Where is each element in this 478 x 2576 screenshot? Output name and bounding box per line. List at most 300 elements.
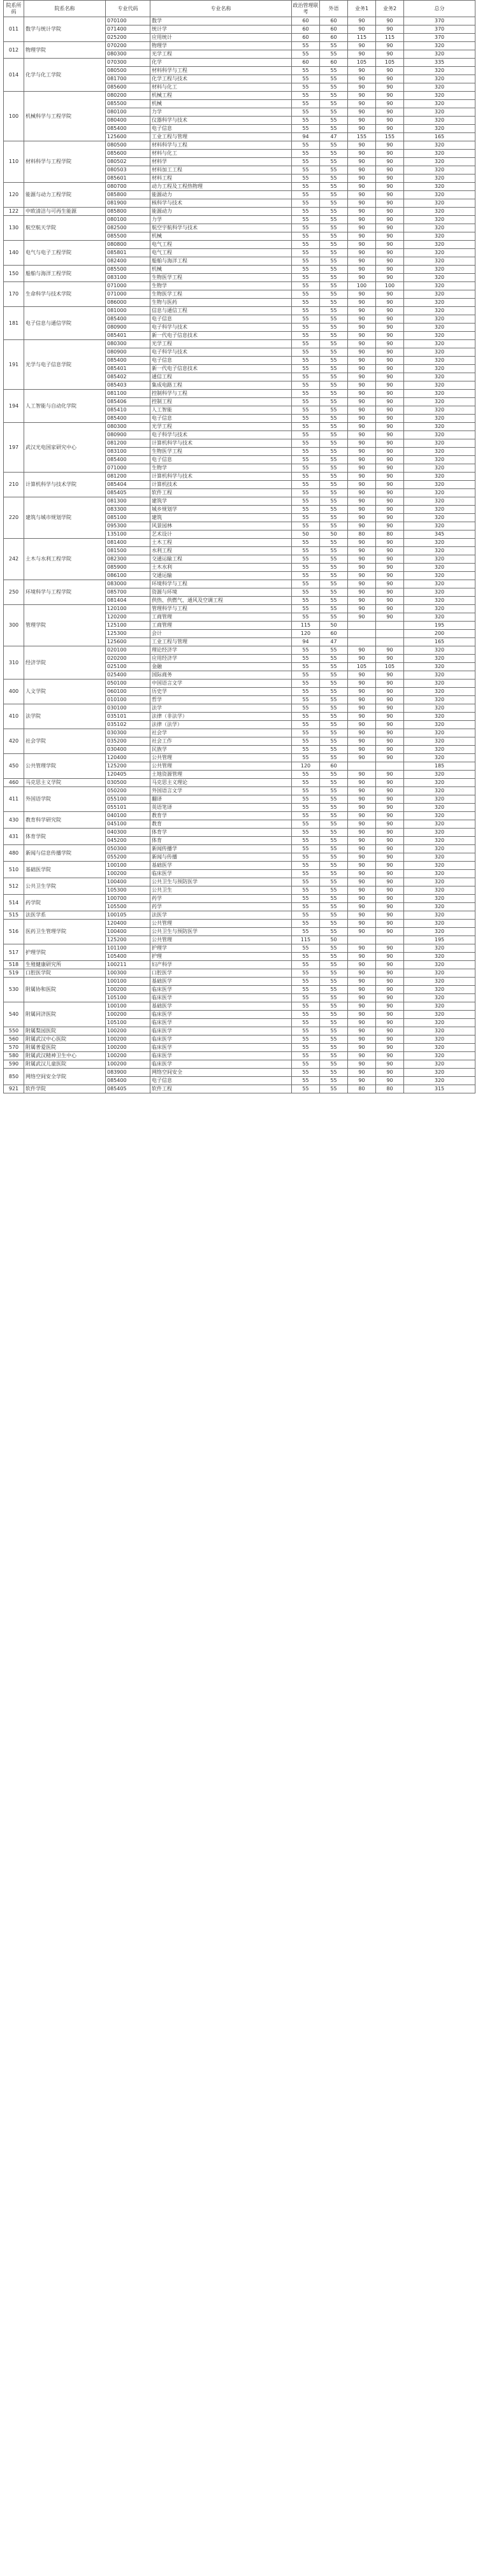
dept-name-cell: 能源与动力工程学院 [24,183,106,208]
major-code-cell: 083900 [106,1069,150,1077]
major-code-cell: 030300 [106,729,150,737]
politics-score-cell: 55 [292,1060,320,1069]
major-code-cell: 035102 [106,721,150,729]
total-score-cell: 320 [404,588,475,597]
foreign-lang-score-cell: 55 [320,183,348,191]
total-score-cell: 320 [404,555,475,564]
foreign-lang-score-cell: 55 [320,978,348,986]
politics-score-cell: 55 [292,820,320,829]
foreign-lang-score-cell: 55 [320,969,348,978]
major-name-cell: 软件工程 [150,489,292,497]
major-code-cell: 085405 [106,489,150,497]
subject1-score-cell: 90 [348,862,376,870]
major-code-cell: 083300 [106,506,150,514]
total-score-cell: 320 [404,67,475,75]
politics-score-cell: 55 [292,1069,320,1077]
total-score-cell: 345 [404,530,475,539]
politics-score-cell: 55 [292,779,320,787]
foreign-lang-score-cell: 55 [320,497,348,506]
header-row [4,1,475,17]
politics-score-cell: 55 [292,514,320,522]
subject1-score-cell: 90 [348,315,376,324]
major-name-cell: 妇产科学 [150,961,292,969]
subject2-score-cell: 90 [376,1077,404,1085]
major-name-cell: 临床医学 [150,1035,292,1044]
major-code-cell: 080900 [106,324,150,332]
subject1-score-cell: 155 [348,133,376,141]
total-score-cell: 320 [404,481,475,489]
politics-score-cell: 55 [292,315,320,324]
total-score-cell: 320 [404,605,475,613]
foreign-lang-score-cell: 55 [320,100,348,108]
foreign-lang-score-cell: 55 [320,688,348,696]
politics-score-cell: 55 [292,547,320,555]
foreign-lang-score-cell: 55 [320,481,348,489]
major-code-cell: 101100 [106,944,150,953]
col-subject-1: 业务1 [348,1,376,17]
subject2-score-cell: 90 [376,696,404,704]
foreign-lang-score-cell: 55 [320,514,348,522]
subject2-score-cell: 90 [376,555,404,564]
subject1-score-cell: 90 [348,489,376,497]
politics-score-cell: 120 [292,630,320,638]
major-code-cell: 120400 [106,754,150,762]
total-score-cell: 320 [404,1011,475,1019]
subject1-score-cell: 90 [348,150,376,158]
subject2-score-cell: 90 [376,547,404,555]
subject2-score-cell: 90 [376,365,404,373]
politics-score-cell: 55 [292,795,320,804]
major-code-cell: 100200 [106,1052,150,1060]
major-code-cell: 070200 [106,42,150,50]
politics-score-cell: 55 [292,439,320,448]
politics-score-cell: 55 [292,365,320,373]
total-score-cell: 320 [404,100,475,108]
total-score-cell: 320 [404,208,475,216]
dept-code-cell: 140 [4,241,24,266]
dept-name-cell: 医药卫生管理学院 [24,920,106,944]
table-row [4,779,475,787]
subject1-score-cell: 90 [348,837,376,845]
major-code-cell: 105100 [106,994,150,1002]
major-code-cell: 125200 [106,936,150,944]
subject2-score-cell: 90 [376,117,404,125]
politics-score-cell: 55 [292,381,320,390]
foreign-lang-score-cell: 55 [320,588,348,597]
table-row [4,646,475,655]
total-score-cell: 320 [404,348,475,357]
politics-score-cell: 55 [292,812,320,820]
subject2-score-cell: 90 [376,721,404,729]
major-code-cell: 100100 [106,1002,150,1011]
foreign-lang-score-cell: 55 [320,1077,348,1085]
foreign-lang-score-cell: 55 [320,787,348,795]
total-score-cell: 320 [404,944,475,953]
total-score-cell: 320 [404,564,475,572]
dept-code-cell: 518 [4,961,24,969]
major-code-cell: 055101 [106,804,150,812]
politics-score-cell: 55 [292,266,320,274]
major-code-cell: 105100 [106,1019,150,1027]
major-name-cell: 基础医学 [150,978,292,986]
subject1-score-cell: 90 [348,853,376,862]
foreign-lang-score-cell: 50 [320,936,348,944]
subject2-score-cell: 90 [376,25,404,34]
subject1-score-cell: 90 [348,232,376,241]
total-score-cell: 320 [404,737,475,746]
total-score-cell: 320 [404,357,475,365]
subject1-score-cell: 90 [348,423,376,431]
politics-score-cell: 55 [292,448,320,456]
major-code-cell: 083000 [106,580,150,588]
major-code-cell: 040100 [106,812,150,820]
politics-score-cell: 55 [292,299,320,307]
major-code-cell: 082500 [106,224,150,232]
total-score-cell: 320 [404,837,475,845]
dept-code-cell: 516 [4,920,24,944]
foreign-lang-score-cell: 50 [320,622,348,630]
table-row [4,183,475,191]
major-code-cell: 120400 [106,920,150,928]
total-score-cell: 320 [404,1002,475,1011]
major-code-cell: 060100 [106,688,150,696]
total-score-cell: 320 [404,978,475,986]
major-name-cell: 新一代电子信息技术 [150,332,292,340]
dept-code-cell: 450 [4,754,24,779]
total-score-cell: 320 [404,870,475,878]
politics-score-cell: 55 [292,1085,320,1093]
foreign-lang-score-cell: 55 [320,754,348,762]
politics-score-cell: 55 [292,1052,320,1060]
subject1-score-cell: 90 [348,771,376,779]
total-score-cell: 320 [404,522,475,530]
major-code-cell: 081300 [106,497,150,506]
politics-score-cell: 55 [292,978,320,986]
subject2-score-cell: 90 [376,208,404,216]
major-name-cell: 船舶与海洋工程 [150,257,292,266]
total-score-cell: 320 [404,961,475,969]
politics-score-cell: 55 [292,737,320,746]
subject2-score-cell: 90 [376,920,404,928]
total-score-cell: 320 [404,795,475,804]
total-score-cell: 320 [404,117,475,125]
total-score-cell: 320 [404,373,475,381]
politics-score-cell: 55 [292,373,320,381]
subject1-score-cell: 105 [348,59,376,67]
foreign-lang-score-cell: 55 [320,572,348,580]
major-name-cell: 环境科学与工程 [150,580,292,588]
total-score-cell: 320 [404,1069,475,1077]
subject2-score-cell: 90 [376,431,404,439]
table-row [4,307,475,315]
politics-score-cell: 55 [292,232,320,241]
foreign-lang-score-cell: 55 [320,249,348,257]
major-name-cell: 法律（非法学） [150,713,292,721]
major-name-cell: 民族学 [150,746,292,754]
politics-score-cell: 94 [292,133,320,141]
total-score-cell: 320 [404,655,475,663]
foreign-lang-score-cell: 55 [320,663,348,671]
table-row [4,1027,475,1035]
major-code-cell: 030500 [106,779,150,787]
foreign-lang-score-cell: 55 [320,506,348,514]
subject2-score-cell: 90 [376,497,404,506]
total-score-cell: 320 [404,406,475,415]
total-score-cell: 320 [404,497,475,506]
major-name-cell: 化学工程与技术 [150,75,292,83]
foreign-lang-score-cell: 55 [320,108,348,117]
politics-score-cell: 120 [292,762,320,771]
subject2-score-cell: 90 [376,597,404,605]
major-name-cell: 软件工程 [150,1085,292,1093]
foreign-lang-score-cell: 55 [320,464,348,473]
subject2-score-cell: 90 [376,580,404,588]
foreign-lang-score-cell: 55 [320,431,348,439]
table-row [4,878,475,886]
table-row [4,1060,475,1069]
major-name-cell: 机械 [150,100,292,108]
subject2-score-cell: 90 [376,381,404,390]
subject2-score-cell [376,638,404,646]
dept-name-cell: 法学院 [24,704,106,729]
politics-score-cell: 55 [292,481,320,489]
total-score-cell: 320 [404,1027,475,1035]
major-name-cell: 材料学 [150,158,292,166]
table-row [4,1052,475,1060]
subject1-score-cell: 90 [348,829,376,837]
foreign-lang-score-cell: 55 [320,315,348,324]
subject2-score-cell: 90 [376,83,404,92]
subject1-score-cell: 90 [348,481,376,489]
dept-name-cell: 武汉光电国家研究中心 [24,423,106,473]
major-name-cell: 仪器科学与技术 [150,117,292,125]
subject1-score-cell: 90 [348,787,376,795]
subject2-score-cell: 90 [376,605,404,613]
foreign-lang-score-cell: 55 [320,324,348,332]
politics-score-cell: 55 [292,1077,320,1085]
politics-score-cell: 60 [292,34,320,42]
major-code-cell: 082300 [106,555,150,564]
politics-score-cell: 55 [292,903,320,911]
subject2-score-cell: 90 [376,655,404,663]
major-name-cell: 材料与化工 [150,83,292,92]
col-total: 总分 [404,1,475,17]
subject1-score-cell: 90 [348,713,376,721]
foreign-lang-score-cell: 55 [320,174,348,183]
total-score-cell: 320 [404,423,475,431]
dept-code-cell: 011 [4,17,24,42]
subject1-score-cell: 90 [348,986,376,994]
subject2-score-cell: 90 [376,448,404,456]
subject1-score-cell: 105 [348,663,376,671]
politics-score-cell: 55 [292,564,320,572]
major-code-cell: 085900 [106,564,150,572]
major-code-cell: 050300 [106,845,150,853]
major-name-cell: 风景园林 [150,522,292,530]
major-name-cell: 药学 [150,903,292,911]
dept-name-cell: 附属武汉精神卫生中心 [24,1052,106,1060]
major-name-cell: 中国语言文学 [150,680,292,688]
subject2-score-cell: 90 [376,688,404,696]
dept-code-cell: 850 [4,1069,24,1085]
politics-score-cell: 55 [292,555,320,564]
foreign-lang-score-cell: 55 [320,547,348,555]
major-code-cell: 080502 [106,158,150,166]
subject1-score-cell: 90 [348,208,376,216]
subject2-score-cell: 90 [376,266,404,274]
foreign-lang-score-cell: 55 [320,166,348,174]
foreign-lang-score-cell: 55 [320,141,348,150]
major-code-cell: 105500 [106,903,150,911]
total-score-cell: 320 [404,92,475,100]
subject2-score-cell: 115 [376,34,404,42]
major-code-cell: 071000 [106,282,150,290]
table-row [4,845,475,853]
major-code-cell: 125100 [106,622,150,630]
total-score-cell: 320 [404,812,475,820]
total-score-cell: 320 [404,464,475,473]
subject1-score-cell: 90 [348,870,376,878]
subject2-score-cell: 90 [376,646,404,655]
subject2-score-cell: 90 [376,944,404,953]
foreign-lang-score-cell: 55 [320,920,348,928]
major-code-cell: 085402 [106,373,150,381]
politics-score-cell: 55 [292,348,320,357]
table-row [4,911,475,920]
dept-code-cell: 530 [4,978,24,1002]
subject2-score-cell: 100 [376,282,404,290]
subject2-score-cell: 90 [376,506,404,514]
major-name-cell: 水利工程 [150,547,292,555]
politics-score-cell: 55 [292,274,320,282]
table-row [4,704,475,713]
subject2-score-cell: 155 [376,133,404,141]
subject1-score-cell: 90 [348,497,376,506]
major-name-cell: 生物学 [150,464,292,473]
major-code-cell: 080400 [106,117,150,125]
foreign-lang-score-cell: 55 [320,928,348,936]
dept-name-cell: 附属武汉中心医院 [24,1035,106,1044]
politics-score-cell: 55 [292,655,320,663]
subject1-score-cell: 90 [348,994,376,1002]
subject1-score-cell: 90 [348,605,376,613]
major-name-cell: 电气工程 [150,249,292,257]
major-name-cell: 社会工作 [150,737,292,746]
major-code-cell: 085700 [106,588,150,597]
foreign-lang-score-cell: 55 [320,853,348,862]
major-name-cell: 公共管理 [150,762,292,771]
dept-code-cell: 420 [4,729,24,754]
politics-score-cell: 55 [292,646,320,655]
politics-score-cell: 55 [292,290,320,299]
subject2-score-cell: 90 [376,473,404,481]
col-major-name: 专业名称 [150,1,292,17]
subject1-score-cell: 90 [348,67,376,75]
politics-score-cell: 55 [292,1011,320,1019]
major-name-cell: 公共卫生与预防医学 [150,928,292,936]
total-score-cell: 320 [404,415,475,423]
foreign-lang-score-cell: 55 [320,67,348,75]
table-row [4,340,475,348]
foreign-lang-score-cell: 55 [320,737,348,746]
major-name-cell: 电子信息 [150,1077,292,1085]
politics-score-cell: 55 [292,870,320,878]
major-code-cell: 085500 [106,232,150,241]
major-name-cell: 计算机科学与技术 [150,439,292,448]
foreign-lang-score-cell: 60 [320,17,348,25]
politics-score-cell: 55 [292,456,320,464]
subject1-score-cell: 90 [348,199,376,208]
foreign-lang-score-cell: 55 [320,522,348,530]
major-code-cell: 080800 [106,241,150,249]
subject2-score-cell: 90 [376,340,404,348]
major-name-cell: 护理 [150,953,292,961]
politics-score-cell: 55 [292,1019,320,1027]
politics-score-cell: 55 [292,158,320,166]
dept-name-cell: 护理学院 [24,944,106,961]
subject2-score-cell: 90 [376,1035,404,1044]
dept-name-cell: 体育学院 [24,829,106,845]
total-score-cell: 320 [404,398,475,406]
subject2-score-cell: 90 [376,737,404,746]
subject2-score-cell: 90 [376,779,404,787]
major-name-cell: 材料加工工程 [150,166,292,174]
politics-score-cell: 55 [292,853,320,862]
politics-score-cell: 55 [292,878,320,886]
foreign-lang-score-cell: 55 [320,266,348,274]
major-code-cell: 081700 [106,75,150,83]
subject2-score-cell: 90 [376,141,404,150]
foreign-lang-score-cell: 60 [320,34,348,42]
subject1-score-cell: 90 [348,522,376,530]
major-code-cell: 085401 [106,332,150,340]
politics-score-cell: 55 [292,961,320,969]
major-code-cell: 080500 [106,141,150,150]
foreign-lang-score-cell: 55 [320,605,348,613]
subject2-score-cell: 90 [376,423,404,431]
major-code-cell: 035200 [106,737,150,746]
table-row [4,729,475,737]
major-code-cell: 100200 [106,1060,150,1069]
politics-score-cell: 55 [292,489,320,497]
subject2-score-cell: 90 [376,746,404,754]
subject1-score-cell: 90 [348,299,376,307]
major-name-cell: 土木水利 [150,564,292,572]
major-name-cell: 哲学 [150,696,292,704]
major-code-cell: 085400 [106,1077,150,1085]
subject1-score-cell: 90 [348,42,376,50]
major-code-cell: 030100 [106,704,150,713]
total-score-cell: 320 [404,42,475,50]
dept-name-cell: 生殖健康研究所 [24,961,106,969]
total-score-cell: 370 [404,34,475,42]
subject2-score-cell: 90 [376,324,404,332]
total-score-cell: 320 [404,1052,475,1060]
foreign-lang-score-cell: 55 [320,398,348,406]
subject1-score-cell: 90 [348,969,376,978]
subject1-score-cell: 90 [348,108,376,117]
subject2-score-cell: 90 [376,1027,404,1035]
subject1-score-cell: 90 [348,646,376,655]
foreign-lang-score-cell: 55 [320,655,348,663]
politics-score-cell: 55 [292,787,320,795]
politics-score-cell: 94 [292,638,320,646]
foreign-lang-score-cell: 55 [320,365,348,373]
dept-name-cell: 基础医学院 [24,862,106,878]
foreign-lang-score-cell: 55 [320,117,348,125]
total-score-cell: 320 [404,241,475,249]
subject1-score-cell: 90 [348,456,376,464]
